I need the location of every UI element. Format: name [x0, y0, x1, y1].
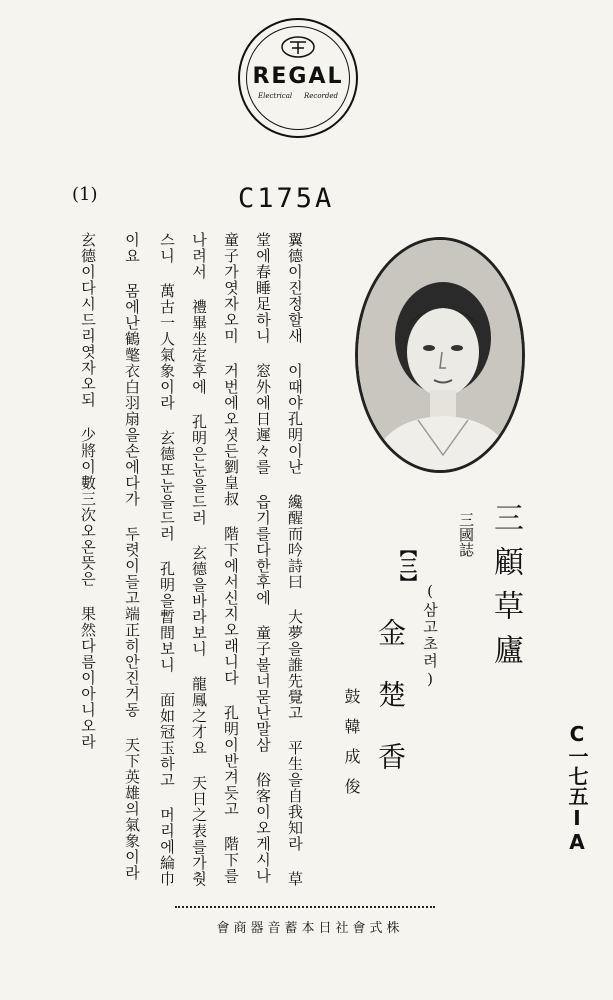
lyric-line-3: 童子가엿자오미 거번에오셧든劉皇叔 階下에서신지오래니다 孔明이반겨듯고 階下를 — [222, 232, 240, 884]
catalog-number: C175A — [238, 183, 335, 214]
title-reading: (삼고초려) — [421, 582, 439, 690]
side-code: C一七五ⅠA — [565, 722, 589, 854]
footer-divider — [175, 906, 435, 908]
page-number: (1) — [72, 184, 98, 205]
publisher-footer: 株式會社日本蓄音器商會 — [216, 921, 404, 936]
regal-logo — [238, 18, 358, 138]
singer-name: 金楚香 — [374, 618, 407, 804]
part-marker: 【三】 — [396, 540, 416, 591]
logo-subtext: Electrical Recorded — [258, 92, 338, 100]
lyric-line-6: 이요 몸에난鶴氅衣白羽扇을손에다가 두렷이들고端正히안진거동 天下英雄의氣象이라 — [123, 232, 141, 881]
lyric-line-1: 翼德이진정할새 이때야孔明이난 纔醒而吟詩曰 大夢을誰先覺고 平生을自我知라 草 — [286, 232, 304, 887]
series-label: 三國誌 — [457, 512, 475, 557]
lyric-line-4: 나려서 禮畢坐定후에 孔明은눈을드러 玄德을바라보니 龍鳳之才요 天日之表를가췃 — [190, 232, 208, 887]
singer-portrait — [355, 237, 525, 473]
logo-emblem-icon — [280, 36, 316, 58]
lyric-line-7: 玄德이다시드리엿자오되 少將이數三次오온뜻은 果然다름이아니오라 — [79, 232, 97, 750]
lyric-line-2: 堂에春睡足하니 窓外에日遲々를 읍기를다한후에 童子불너묻난말삼 俗客이오게시나 — [254, 232, 272, 884]
song-title: 三顧草廬 — [488, 502, 523, 678]
lyric-line-5: 스니 萬古一人氣象이라 玄德또눈을드러 孔明을暫間보니 面如冠玉하고 머리에綸巾 — [158, 232, 176, 887]
accompaniment: 鼓韓成俊 — [342, 688, 361, 808]
logo-wordmark: REGAL — [252, 64, 344, 89]
